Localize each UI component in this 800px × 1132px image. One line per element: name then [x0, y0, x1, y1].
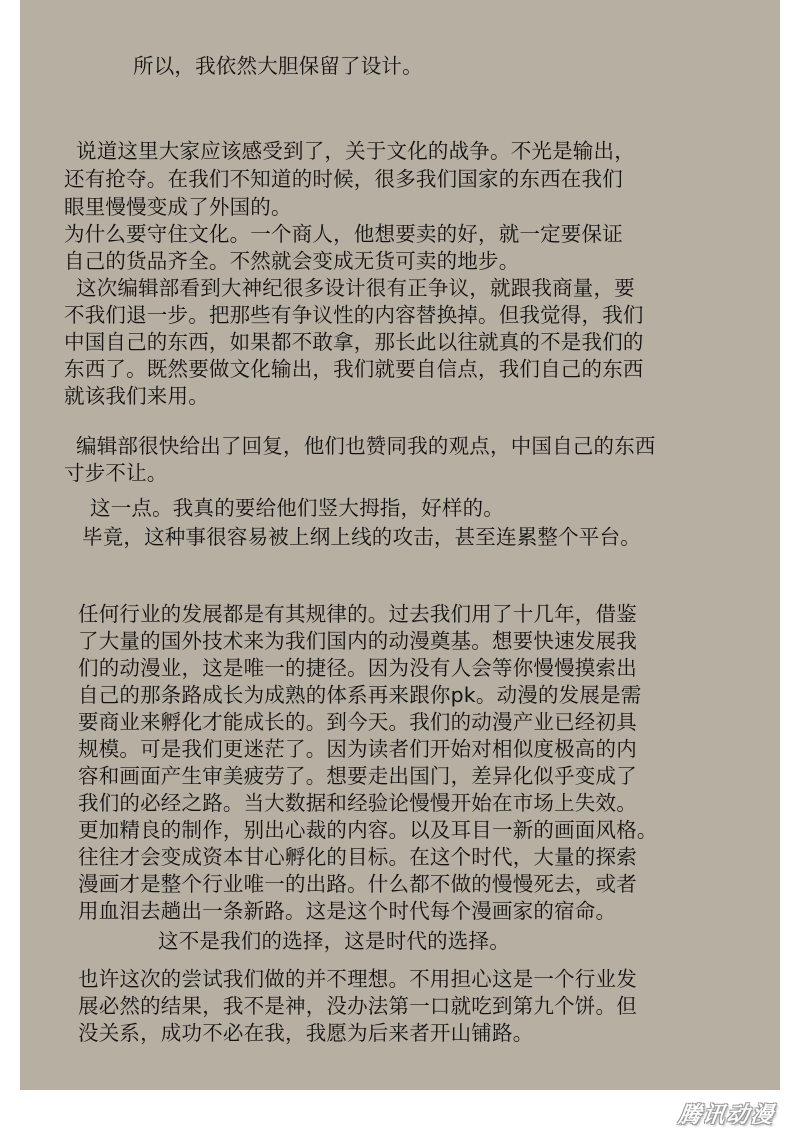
text-line: 们的动漫业，这是唯一的捷径。因为没有人会等你慢慢摸索出	[78, 656, 637, 680]
text-line: 就该我们来用。	[64, 384, 209, 408]
text-line: 编辑部很快给出了回复，他们也赞同我的观点，中国自己的东西	[76, 434, 656, 458]
text-line: 这次编辑部看到大神纪很多设计很有正争议，就跟我商量，要	[76, 276, 635, 300]
text-line: 自己的那条路成长为成熟的体系再来跟你pk。动漫的发展是需	[78, 683, 642, 707]
tencent-comic-watermark: 腾讯动漫	[676, 1102, 777, 1128]
text-line: 我们的必经之路。当大数据和经验论慢慢开始在市场上失效。	[78, 791, 637, 815]
text-line: 没关系，成功不必在我，我愿为后来者开山铺路。	[78, 1021, 534, 1045]
text-line: 这一点。我真的要给他们竖大拇指，好样的。	[90, 496, 504, 520]
text-line: 也许这次的尝试我们做的并不理想。不用担心这是一个行业发	[78, 967, 637, 991]
text-line: 这不是我们的选择，这是时代的选择。	[158, 929, 510, 953]
text-line: 更加精良的制作，别出心裁的内容。以及耳目一新的画面风格。	[78, 818, 658, 842]
text-line: 用血泪去趟出一条新路。这是这个时代每个漫画家的宿命。	[78, 899, 617, 923]
text-line: 不我们退一步。把那些有争议性的内容替换掉。但我觉得，我们	[64, 303, 644, 327]
text-line: 还有抢夺。在我们不知道的时候，很多我们国家的东西在我们	[64, 167, 623, 191]
text-line: 毕竟，这种事很容易被上纲上线的攻击，甚至连累整个平台。	[82, 525, 641, 549]
text-line: 规模。可是我们更迷茫了。因为读者们开始对相似度极高的内	[78, 737, 637, 761]
text-line: 所以，我依然大胆保留了设计。	[133, 54, 423, 78]
text-line: 任何行业的发展都是有其规律的。过去我们用了十几年，借鉴	[78, 602, 637, 626]
text-line: 展必然的结果，我不是神，没办法第一口就吃到第九个饼。但	[78, 994, 637, 1018]
text-line: 容和画面产生审美疲劳了。想要走出国门，差异化似乎变成了	[78, 764, 637, 788]
text-page	[20, 0, 780, 1090]
text-line: 东西了。既然要做文化输出，我们就要自信点，我们自己的东西	[64, 357, 644, 381]
text-line: 眼里慢慢变成了外国的。	[64, 195, 292, 219]
text-line: 漫画才是整个行业唯一的出路。什么都不做的慢慢死去，或者	[78, 872, 637, 896]
text-line: 自己的货品齐全。不然就会变成无货可卖的地步。	[64, 249, 520, 273]
text-line: 往往才会变成资本甘心孵化的目标。在这个时代，大量的探索	[78, 845, 637, 869]
text-line: 为什么要守住文化。一个商人，他想要卖的好，就一定要保证	[64, 222, 623, 246]
text-line: 了大量的国外技术来为我们国内的动漫奠基。想要快速发展我	[78, 629, 637, 653]
text-line: 说道这里大家应该感受到了，关于文化的战争。不光是输出，	[76, 139, 635, 163]
text-line: 寸步不让。	[64, 461, 168, 485]
text-line: 要商业来孵化才能成长的。到今天。我们的动漫产业已经初具	[78, 710, 637, 734]
text-line: 中国自己的东西，如果都不敢拿，那长此以往就真的不是我们的	[64, 330, 644, 354]
